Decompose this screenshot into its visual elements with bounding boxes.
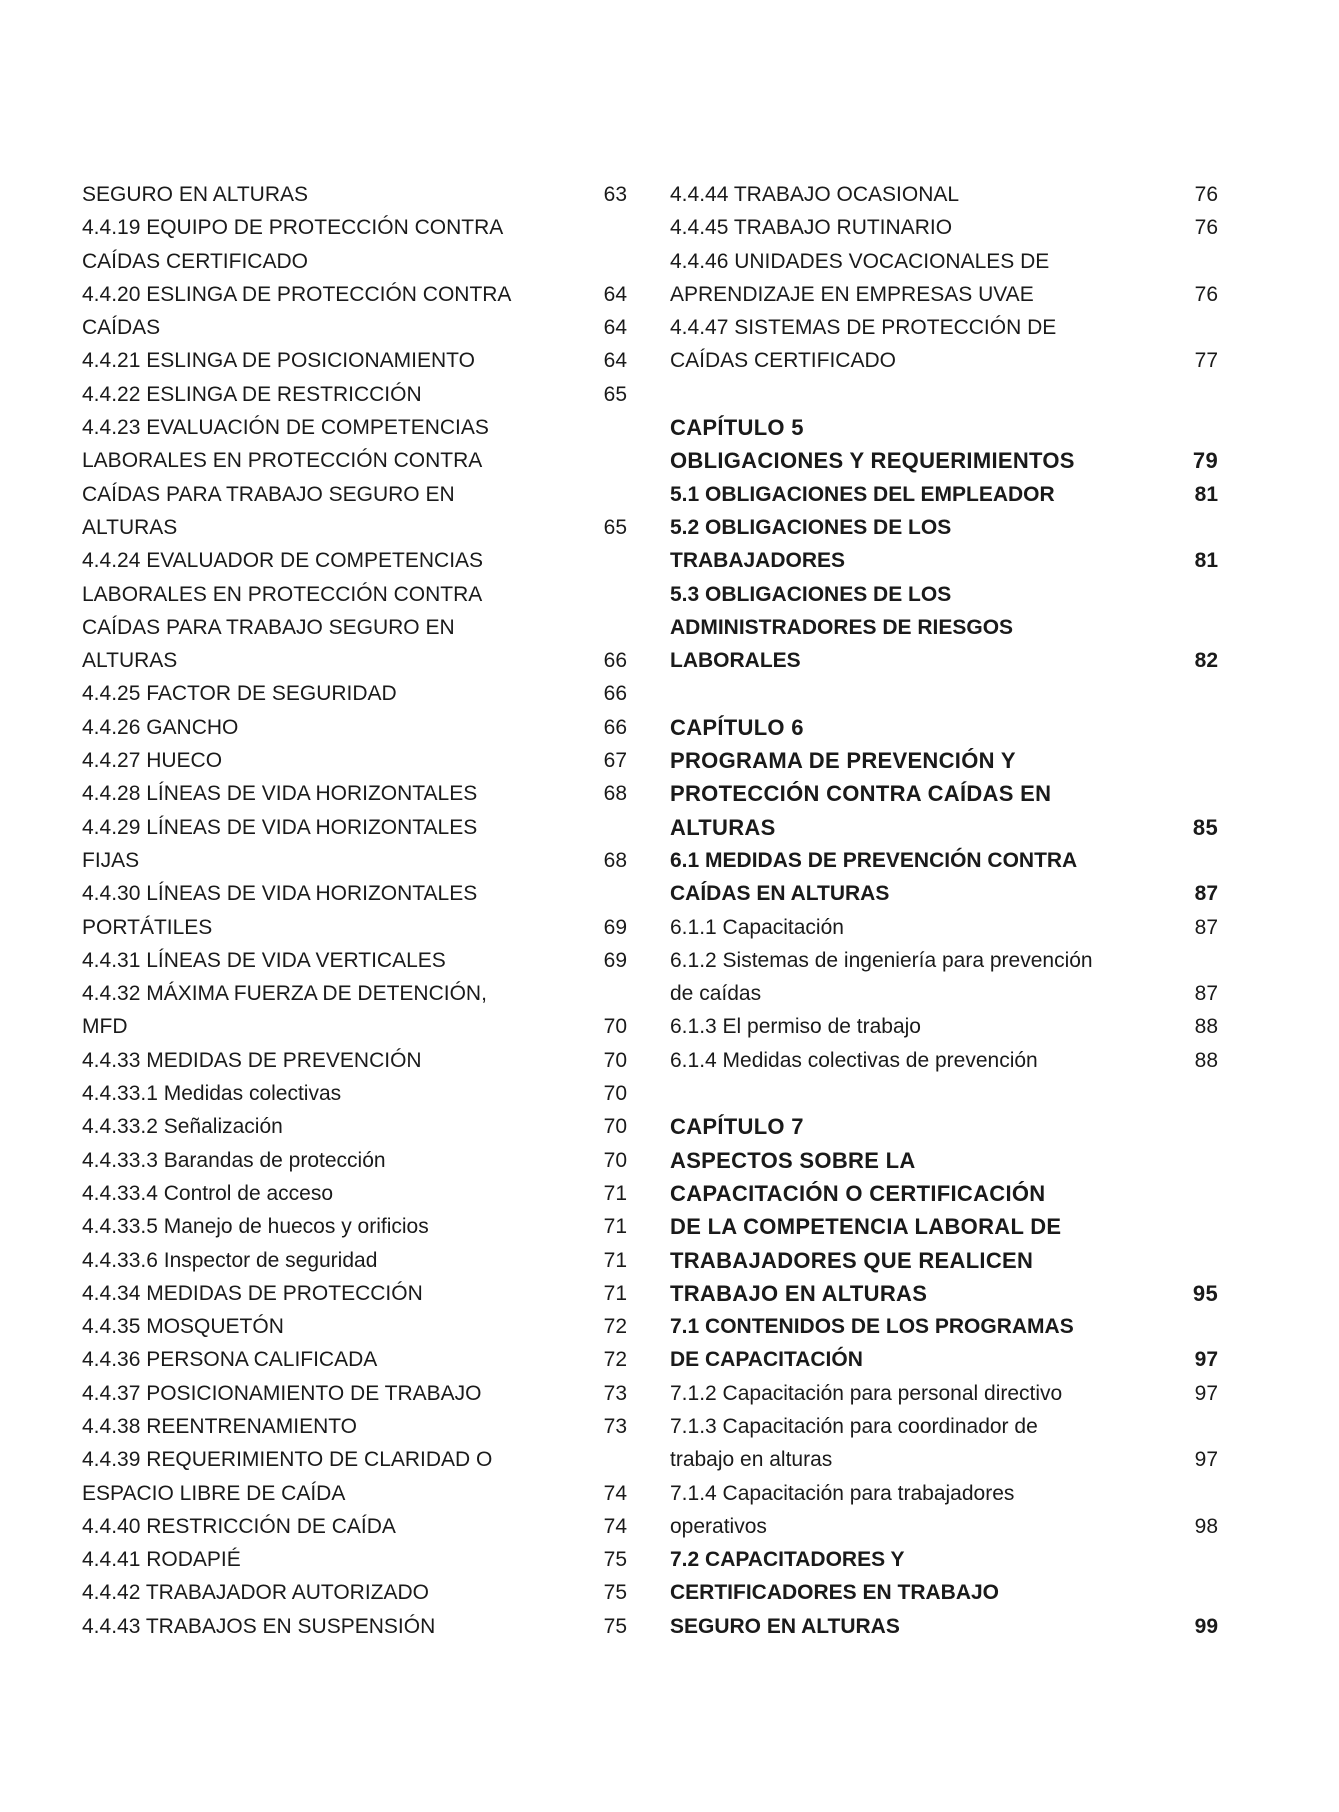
toc-entry — [82, 1244, 627, 1277]
toc-entry — [82, 1576, 627, 1609]
toc-entry — [670, 578, 1218, 611]
toc-entry-title: ADMINISTRADORES DE RIESGOS — [670, 615, 1014, 639]
toc-entry-title: 5.1 OBLIGACIONES DEL EMPLEADOR — [670, 482, 1055, 506]
toc-chapter-line — [670, 1177, 1218, 1210]
toc-entry — [82, 911, 627, 944]
toc-entry — [82, 811, 627, 844]
toc-entry — [82, 578, 627, 611]
toc-entry-page-number: 70 — [603, 1115, 627, 1139]
toc-entry-title: 7.1.4 Capacitación para trabajadores — [670, 1481, 1015, 1505]
toc-entry-page-number: 69 — [603, 915, 627, 939]
toc-entry-title: 4.4.29 LÍNEAS DE VIDA HORIZONTALES — [82, 815, 478, 839]
toc-entry-page-number: 71 — [603, 1215, 627, 1239]
toc-entry-title: 6.1.3 El permiso de trabajo — [670, 1015, 921, 1039]
toc-entry-page-number: 72 — [603, 1315, 627, 1339]
toc-entry-title: 4.4.40 RESTRICCIÓN DE CAÍDA — [82, 1514, 396, 1538]
toc-entry — [670, 211, 1218, 244]
toc-entry — [670, 611, 1218, 644]
toc-entry-page-number: 87 — [1194, 915, 1218, 939]
toc-entry-title: LABORALES — [670, 649, 801, 673]
toc-entry-page-number: 64 — [603, 349, 627, 373]
toc-entry-page-number: 71 — [603, 1281, 627, 1305]
toc-chapter-line — [670, 744, 1218, 777]
toc-entry-title: CAPÍTULO 6 — [670, 714, 804, 740]
toc-entry — [670, 344, 1218, 377]
toc-entry-title: 7.2 CAPACITADORES Y — [670, 1548, 905, 1572]
toc-entry-title: CAÍDAS PARA TRABAJO SEGURO EN — [82, 615, 455, 639]
toc-entry-page-number: 70 — [603, 1082, 627, 1106]
toc-entry — [670, 1044, 1218, 1077]
toc-entry-title: FIJAS — [82, 848, 140, 872]
toc-chapter-line — [670, 411, 1218, 444]
toc-entry-title: DE LA COMPETENCIA LABORAL DE — [670, 1214, 1062, 1240]
toc-entry-title: 4.4.33.5 Manejo de huecos y orificios — [82, 1215, 429, 1239]
toc-chapter-line — [670, 711, 1218, 744]
toc-entry — [670, 278, 1218, 311]
toc-entry — [82, 1377, 627, 1410]
toc-entry — [82, 311, 627, 344]
toc-entry-title: CAÍDAS — [82, 316, 161, 340]
toc-entry — [82, 1044, 627, 1077]
toc-entry — [82, 1177, 627, 1210]
toc-entry-page-number: 81 — [1194, 549, 1218, 573]
toc-entry — [670, 1343, 1218, 1376]
toc-entry — [82, 944, 627, 977]
toc-entry-title: 4.4.43 TRABAJOS EN SUSPENSIÓN — [82, 1614, 436, 1638]
toc-entry-page-number: 85 — [1192, 814, 1218, 840]
toc-entry — [82, 1443, 627, 1476]
toc-chapter-line — [670, 777, 1218, 810]
toc-entry-page-number: 87 — [1194, 882, 1218, 906]
toc-entry-title: PROGRAMA DE PREVENCIÓN Y — [670, 748, 1016, 774]
toc-entry-title: 4.4.19 EQUIPO DE PROTECCIÓN CONTRA — [82, 216, 504, 240]
toc-entry — [82, 1277, 627, 1310]
toc-entry-title: TRABAJADORES QUE REALICEN — [670, 1247, 1034, 1273]
toc-entry-title: CAPACITACIÓN O CERTIFICACIÓN — [670, 1180, 1046, 1206]
toc-entry — [82, 378, 627, 411]
toc-entry — [670, 1443, 1218, 1476]
toc-entry-page-number: 77 — [1194, 349, 1218, 373]
toc-entry-title: 4.4.27 HUECO — [82, 749, 223, 773]
toc-entry-title: de caídas — [670, 982, 762, 1006]
toc-entry-title: SEGURO EN ALTURAS — [670, 1614, 900, 1638]
toc-spacer — [670, 1077, 1218, 1110]
toc-entry — [82, 511, 627, 544]
toc-entry-title: 4.4.32 MÁXIMA FUERZA DE DETENCIÓN, — [82, 982, 487, 1006]
toc-entry-page-number: 67 — [603, 749, 627, 773]
toc-entry-title: TRABAJO EN ALTURAS — [670, 1280, 928, 1306]
toc-entry — [82, 1310, 627, 1343]
toc-entry-title: CERTIFICADORES EN TRABAJO — [670, 1581, 1000, 1605]
toc-entry — [82, 1510, 627, 1543]
toc-entry-title: 4.4.23 EVALUACIÓN DE COMPETENCIAS — [82, 416, 489, 440]
toc-entry — [670, 1410, 1218, 1443]
toc-entry — [670, 1610, 1218, 1643]
toc-entry-title: PROTECCIÓN CONTRA CAÍDAS EN — [670, 781, 1052, 807]
toc-entry-page-number: 68 — [603, 848, 627, 872]
toc-entry — [670, 944, 1218, 977]
toc-entry-page-number: 73 — [603, 1381, 627, 1405]
toc-entry — [82, 777, 627, 810]
toc-entry — [670, 911, 1218, 944]
toc-entry-page-number: 68 — [603, 782, 627, 806]
toc-entry-page-number: 97 — [1194, 1381, 1218, 1405]
toc-entry-page-number: 88 — [1194, 1048, 1218, 1072]
toc-entry-title: 6.1.2 Sistemas de ingeniería para prevención — [670, 948, 1093, 972]
toc-entry — [82, 744, 627, 777]
toc-entry — [670, 1543, 1218, 1576]
toc-entry — [82, 1110, 627, 1143]
toc-entry — [670, 1010, 1218, 1043]
toc-entry-page-number: 76 — [1194, 183, 1218, 206]
toc-entry-page-number: 88 — [1194, 1015, 1218, 1039]
toc-entry-title: 4.4.42 TRABAJADOR AUTORIZADO — [82, 1581, 429, 1605]
toc-entry-title: 4.4.36 PERSONA CALIFICADA — [82, 1348, 378, 1372]
toc-entry-title: 7.1 CONTENIDOS DE LOS PROGRAMAS — [670, 1315, 1074, 1339]
toc-entry-title: OBLIGACIONES Y REQUERIMIENTOS — [670, 448, 1075, 474]
toc-entry-title: CAÍDAS CERTIFICADO — [82, 249, 308, 273]
toc-chapter-line — [670, 444, 1218, 477]
toc-entry-title: 4.4.39 REQUERIMIENTO DE CLARIDAD O — [82, 1448, 493, 1472]
toc-entry-page-number: 66 — [603, 649, 627, 673]
toc-entry-title: DE CAPACITACIÓN — [670, 1348, 863, 1372]
toc-entry — [670, 844, 1218, 877]
toc-entry — [82, 1077, 627, 1110]
toc-entry-title: 7.1.3 Capacitación para coordinador de — [670, 1414, 1038, 1438]
toc-entry-page-number: 87 — [1194, 982, 1218, 1006]
toc-entry-title: 4.4.34 MEDIDAS DE PROTECCIÓN — [82, 1281, 423, 1305]
toc-entry-title: CAÍDAS EN ALTURAS — [670, 882, 890, 906]
toc-chapter-line — [670, 811, 1218, 844]
toc-entry-title: CAÍDAS PARA TRABAJO SEGURO EN — [82, 482, 455, 506]
toc-entry-title: ESPACIO LIBRE DE CAÍDA — [82, 1481, 346, 1505]
toc-entry — [82, 544, 627, 577]
toc-left-column — [82, 178, 627, 1643]
toc-entry-title: LABORALES EN PROTECCIÓN CONTRA — [82, 582, 483, 606]
toc-entry — [82, 1144, 627, 1177]
toc-entry-page-number: 98 — [1194, 1514, 1218, 1538]
toc-entry-title: 4.4.30 LÍNEAS DE VIDA HORIZONTALES — [82, 882, 478, 906]
toc-chapter-line — [670, 1144, 1218, 1177]
toc-entry-page-number: 64 — [603, 282, 627, 306]
toc-entry-page-number: 75 — [603, 1548, 627, 1572]
toc-entry — [82, 677, 627, 710]
toc-entry-title: ALTURAS — [82, 649, 178, 673]
toc-entry-title: 4.4.46 UNIDADES VOCACIONALES DE — [670, 249, 1050, 273]
toc-entry-page-number: 97 — [1194, 1348, 1218, 1372]
toc-entry — [82, 711, 627, 744]
toc-entry-page-number: 75 — [603, 1614, 627, 1638]
toc-entry-title: 4.4.47 SISTEMAS DE PROTECCIÓN DE — [670, 316, 1057, 340]
toc-spacer — [670, 677, 1218, 710]
toc-entry-title: MFD — [82, 1015, 128, 1039]
toc-entry-title: 4.4.24 EVALUADOR DE COMPETENCIAS — [82, 549, 484, 573]
toc-entry — [670, 1576, 1218, 1609]
toc-entry-page-number: 95 — [1192, 1280, 1218, 1306]
toc-entry-title: 5.3 OBLIGACIONES DE LOS — [670, 582, 952, 606]
toc-entry — [82, 1543, 627, 1576]
toc-entry-title: 4.4.20 ESLINGA DE PROTECCIÓN CONTRA — [82, 282, 512, 306]
toc-entry-title: 4.4.35 MOSQUETÓN — [82, 1315, 284, 1339]
toc-entry-title: LABORALES EN PROTECCIÓN CONTRA — [82, 449, 483, 473]
toc-entry — [670, 245, 1218, 278]
toc-entry — [82, 344, 627, 377]
toc-entry-page-number: 82 — [1194, 649, 1218, 673]
toc-entry-page-number: 70 — [603, 1048, 627, 1072]
toc-entry-page-number: 63 — [603, 183, 627, 206]
toc-entry-title: 4.4.44 TRABAJO OCASIONAL — [670, 183, 960, 206]
toc-entry-page-number: 75 — [603, 1581, 627, 1605]
toc-entry — [670, 1477, 1218, 1510]
toc-entry — [82, 977, 627, 1010]
toc-entry-page-number: 66 — [603, 682, 627, 706]
toc-entry — [670, 977, 1218, 1010]
toc-entry-title: SEGURO EN ALTURAS — [82, 183, 308, 206]
toc-spacer — [670, 378, 1218, 411]
toc-entry — [82, 245, 627, 278]
toc-entry — [670, 1510, 1218, 1543]
toc-entry-page-number: 73 — [603, 1414, 627, 1438]
toc-entry-title: trabajo en alturas — [670, 1448, 833, 1472]
toc-entry — [82, 1410, 627, 1443]
toc-entry-page-number: 71 — [603, 1248, 627, 1272]
toc-entry-page-number: 76 — [1194, 216, 1218, 240]
toc-entry-title: 4.4.33.6 Inspector de seguridad — [82, 1248, 378, 1272]
toc-entry-title: 4.4.45 TRABAJO RUTINARIO — [670, 216, 953, 240]
toc-entry — [82, 411, 627, 444]
toc-entry-title: 6.1.1 Capacitación — [670, 915, 844, 939]
toc-entry-page-number: 74 — [603, 1481, 627, 1505]
toc-entry-title: 5.2 OBLIGACIONES DE LOS — [670, 515, 952, 539]
toc-entry-page-number: 70 — [603, 1148, 627, 1172]
toc-entry — [82, 478, 627, 511]
toc-entry-title: 4.4.37 POSICIONAMIENTO DE TRABAJO — [82, 1381, 482, 1405]
toc-entry-page-number: 71 — [603, 1181, 627, 1205]
toc-entry-page-number: 65 — [603, 515, 627, 539]
toc-entry-title: 4.4.21 ESLINGA DE POSICIONAMIENTO — [82, 349, 475, 373]
toc-entry-page-number: 97 — [1194, 1448, 1218, 1472]
toc-right-column — [670, 178, 1218, 1643]
toc-entry — [82, 444, 627, 477]
toc-entry — [670, 1310, 1218, 1343]
toc-entry-page-number: 70 — [603, 1015, 627, 1039]
toc-entry — [670, 544, 1218, 577]
toc-entry — [670, 644, 1218, 677]
toc-entry-title: 4.4.31 LÍNEAS DE VIDA VERTICALES — [82, 948, 446, 972]
toc-entry — [82, 211, 627, 244]
toc-entry-page-number: 65 — [603, 382, 627, 406]
toc-entry — [670, 1377, 1218, 1410]
toc-entry — [82, 611, 627, 644]
toc-entry-page-number: 99 — [1194, 1614, 1218, 1638]
toc-entry-page-number: 74 — [603, 1514, 627, 1538]
toc-entry — [670, 311, 1218, 344]
toc-entry-title: 4.4.33.4 Control de acceso — [82, 1181, 333, 1205]
toc-entry-title: 4.4.22 ESLINGA DE RESTRICCIÓN — [82, 382, 422, 406]
toc-entry — [82, 877, 627, 910]
toc-entry-title: operativos — [670, 1514, 767, 1538]
toc-entry — [82, 1343, 627, 1376]
toc-entry — [82, 1610, 627, 1643]
toc-entry — [670, 478, 1218, 511]
toc-entry-title: ASPECTOS SOBRE LA — [670, 1147, 916, 1173]
toc-entry-page-number: 64 — [603, 316, 627, 340]
toc-entry — [82, 844, 627, 877]
toc-chapter-line — [670, 1110, 1218, 1143]
toc-entry-title: 6.1 MEDIDAS DE PREVENCIÓN CONTRA — [670, 848, 1078, 872]
toc-entry-page-number: 66 — [603, 715, 627, 739]
toc-entry-title: CAPÍTULO 5 — [670, 415, 804, 441]
toc-entry-title: 4.4.28 LÍNEAS DE VIDA HORIZONTALES — [82, 782, 478, 806]
toc-entry-title: ALTURAS — [82, 515, 178, 539]
toc-entry-title: 4.4.33 MEDIDAS DE PREVENCIÓN — [82, 1048, 422, 1072]
toc-entry — [82, 1010, 627, 1043]
toc-entry — [670, 511, 1218, 544]
toc-entry-title: 6.1.4 Medidas colectivas de prevención — [670, 1048, 1038, 1072]
toc-entry-page-number: 81 — [1194, 482, 1218, 506]
toc-entry-title: 4.4.33.3 Barandas de protección — [82, 1148, 386, 1172]
toc-entry-title: 7.1.2 Capacitación para personal directivo — [670, 1381, 1063, 1405]
toc-entry — [82, 644, 627, 677]
toc-chapter-line — [670, 1244, 1218, 1277]
toc-entry-title: APRENDIZAJE EN EMPRESAS UVAE — [670, 282, 1034, 306]
toc-entry-title: ALTURAS — [670, 814, 776, 840]
toc-entry-title: CAPÍTULO 7 — [670, 1114, 804, 1140]
toc-entry-title: TRABAJADORES — [670, 549, 846, 573]
toc-entry — [670, 178, 1218, 211]
toc-chapter-line — [670, 1210, 1218, 1243]
toc-entry-title: PORTÁTILES — [82, 915, 213, 939]
toc-entry-page-number: 76 — [1194, 282, 1218, 306]
toc-entry — [82, 178, 627, 211]
toc-chapter-line — [670, 1277, 1218, 1310]
toc-entry — [82, 1210, 627, 1243]
toc-entry-page-number: 69 — [603, 948, 627, 972]
toc-entry — [670, 877, 1218, 910]
toc-entry-title: 4.4.25 FACTOR DE SEGURIDAD — [82, 682, 397, 706]
toc-entry-title: 4.4.38 REENTRENAMIENTO — [82, 1414, 358, 1438]
toc-entry-page-number: 72 — [603, 1348, 627, 1372]
toc-entry — [82, 278, 627, 311]
toc-entry — [82, 1477, 627, 1510]
toc-entry-title: 4.4.41 RODAPIÉ — [82, 1548, 241, 1572]
toc-entry-title: 4.4.33.1 Medidas colectivas — [82, 1082, 342, 1106]
toc-entry-title: 4.4.26 GANCHO — [82, 715, 239, 739]
toc-entry-title: CAÍDAS CERTIFICADO — [670, 349, 896, 373]
toc-entry-title: 4.4.33.2 Señalización — [82, 1115, 283, 1139]
toc-entry-page-number: 79 — [1192, 448, 1218, 474]
